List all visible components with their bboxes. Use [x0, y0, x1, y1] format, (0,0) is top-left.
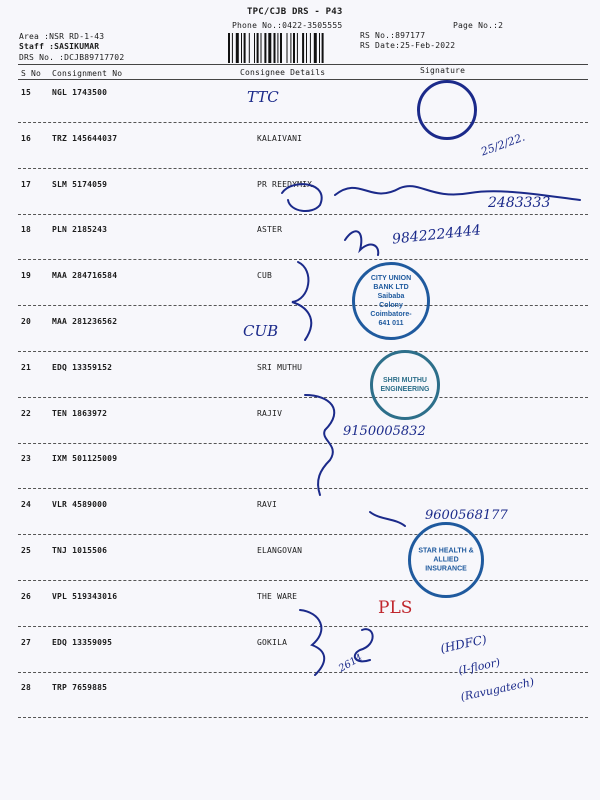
row-consignment-number: TRZ 145644037	[52, 134, 118, 143]
row-consignment-number: PLN 2185243	[52, 225, 108, 234]
row-serial-number: 20	[21, 317, 32, 326]
signature-17-stroke	[335, 186, 580, 200]
handwritten-2614: 2614	[336, 652, 365, 675]
row-consignee-name: SRI MUTHU	[257, 363, 303, 372]
row-serial-number: 22	[21, 409, 32, 418]
row-serial-number: 27	[21, 638, 32, 647]
row-consignment-number: EDQ 13359152	[52, 363, 113, 372]
row-consignment-number: MAA 281236562	[52, 317, 118, 326]
signature-24-scribble	[370, 512, 405, 526]
row-serial-number: 28	[21, 683, 32, 692]
signature-21-bracket	[305, 395, 334, 495]
handwritten-hdfc-line1: (HDFC)	[439, 632, 488, 656]
row-consignment-number: TEN 1863972	[52, 409, 108, 418]
row-consignment-number: IXM 501125009	[52, 454, 118, 463]
row-consignment-number: VPL 519343016	[52, 592, 118, 601]
handwritten-date: 25/2/22.	[479, 130, 527, 159]
column-header-consignment: Consignment No	[52, 69, 123, 78]
row-serial-number: 18	[21, 225, 32, 234]
row-serial-number: 21	[21, 363, 32, 372]
row-consignment-number: NGL 1743500	[52, 88, 108, 97]
handwritten-phone-18: 9842224444	[391, 222, 482, 248]
row-consignment-number: EDQ 13359095	[52, 638, 113, 647]
row-consignee-name: PR REEDYMIX	[257, 180, 313, 189]
row-consignment-number: VLR 4589000	[52, 500, 108, 509]
row-consignee-name: GOKILA	[257, 638, 288, 647]
row-consignment-number: TNJ 1015506	[52, 546, 108, 555]
row-serial-number: 17	[21, 180, 32, 189]
insurance-stamp-name: STAR HEALTH & ALLIED INSURANCE	[418, 547, 474, 573]
row-consignee-name: CUB	[257, 271, 273, 280]
row-serial-number: 26	[21, 592, 32, 601]
row-consignee-name: RAVI	[257, 500, 278, 509]
handwritten-ttc: TTC	[247, 88, 279, 106]
row-consignee-name: ELANGOVAN	[257, 546, 303, 555]
column-header-consignee: Consignee Details	[240, 68, 326, 77]
row-consignee-name: RAJIV	[257, 409, 283, 418]
rs-number: RS No.:897177	[360, 31, 426, 40]
signature-17-loop	[282, 184, 322, 211]
area-label: Area :NSR RD-1-43	[19, 32, 105, 41]
phone-number: Phone No.:0422-3505555	[232, 21, 343, 30]
bank-stamp-name: CITY UNION BANK LTD	[370, 275, 412, 291]
handwritten-hdfc-line2: (I-floor)	[457, 655, 502, 678]
bank-stamp-branch: Saibaba Colony	[377, 293, 405, 309]
handwritten-phone-22: 9150005832	[343, 424, 426, 439]
handwritten-phone-17: 2483333	[488, 195, 551, 211]
column-header-signature: Signature	[420, 66, 466, 75]
row-consignment-number: TRP 7659885	[52, 683, 108, 692]
row-serial-number: 16	[21, 134, 32, 143]
row-serial-number: 25	[21, 546, 32, 555]
row-serial-number: 19	[21, 271, 32, 280]
column-header-sno: S No	[21, 69, 42, 78]
drs-number: DRS No. :DCJB89717702	[19, 53, 125, 62]
signature-19-bracket	[292, 262, 311, 340]
sheet-title: TPC/CJB DRS - P43	[247, 7, 343, 17]
row-consignment-number: MAA 284716584	[52, 271, 118, 280]
signature-27-scribble	[355, 629, 373, 661]
staff-label: Staff :SASIKUMAR	[19, 42, 100, 51]
row-serial-number: 15	[21, 88, 32, 97]
bank-stamp-city: Coimbatore-641 011	[370, 311, 412, 327]
row-consignee-name: ASTER	[257, 225, 283, 234]
row-serial-number: 24	[21, 500, 32, 509]
handwritten-pls: PLS	[378, 598, 413, 618]
page-number: Page No.:2	[453, 21, 504, 30]
shop-stamp-name: SHRI MUTHU ENGINEERING	[380, 377, 430, 393]
row-consignee-name: THE WARE	[257, 592, 298, 601]
handwritten-hdfc-line3: (Ravugatech)	[459, 675, 536, 704]
handwritten-cub: CUB	[243, 322, 279, 340]
rs-date: RS Date:25-Feb-2022	[360, 41, 456, 50]
signature-18-mark	[345, 231, 378, 255]
row-serial-number: 23	[21, 454, 32, 463]
signature-27-bracket	[300, 610, 324, 675]
row-consignee-name: KALAIVANI	[257, 134, 303, 143]
row-consignment-number: SLM 5174059	[52, 180, 108, 189]
handwritten-phone-24: 9600568177	[425, 508, 508, 523]
